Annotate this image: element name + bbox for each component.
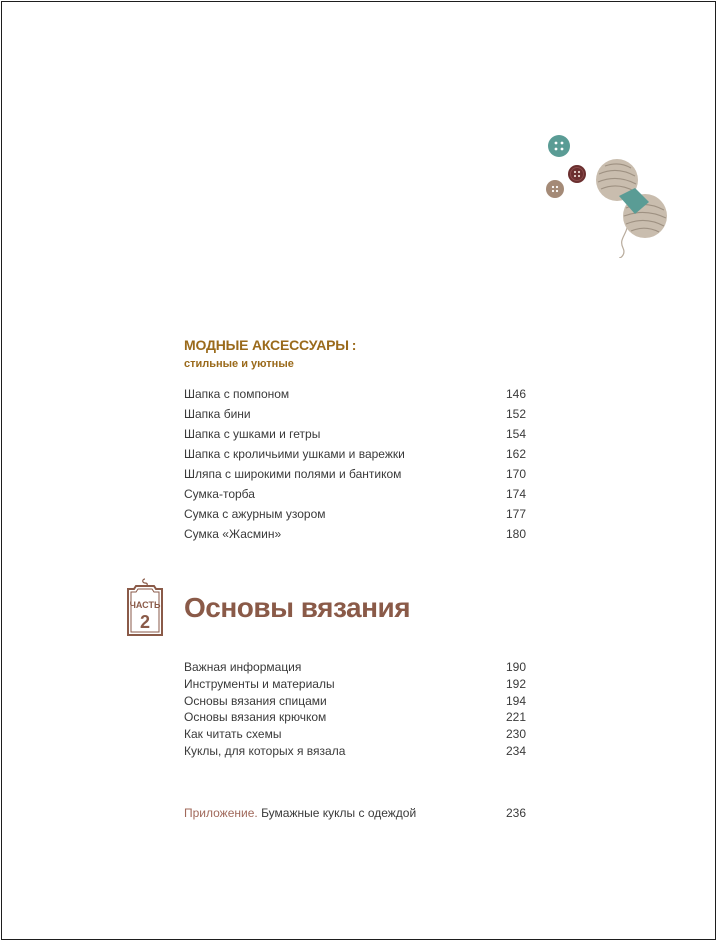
toc-entry-page: 152 bbox=[505, 407, 526, 421]
toc-entry-title: Шапка с помпоном bbox=[184, 387, 290, 401]
appendix-label: Приложение. bbox=[184, 806, 258, 820]
section-title-colon: : bbox=[351, 337, 357, 353]
toc-entry-page: 190 bbox=[505, 660, 526, 674]
section-subtitle: стильные и уютные bbox=[184, 358, 294, 370]
toc-entry-title: Основы вязания спицами bbox=[184, 693, 327, 708]
yarn-and-buttons-illustration bbox=[535, 128, 675, 258]
part-label: ЧАСТЬ bbox=[129, 600, 161, 610]
toc-entry-page: 194 bbox=[505, 693, 526, 708]
toc-entry-title: Шапка с кроличьими ушками и варежки bbox=[184, 447, 405, 461]
yarn-ball-icon bbox=[596, 159, 667, 258]
toc-entry[interactable] bbox=[184, 506, 526, 526]
button-tan-icon bbox=[546, 180, 564, 198]
button-teal-icon bbox=[548, 135, 570, 157]
toc-entry[interactable] bbox=[184, 446, 526, 466]
toc-entry-title: Куклы, для которых я вязала bbox=[184, 743, 346, 758]
toc-entry-title: Основы вязания крючком bbox=[184, 710, 327, 725]
toc-entry[interactable] bbox=[184, 426, 526, 446]
toc-entry-page: 162 bbox=[505, 447, 526, 461]
appendix-entry[interactable] bbox=[184, 806, 526, 820]
toc-entry[interactable] bbox=[184, 694, 526, 711]
part-badge-icon bbox=[122, 577, 168, 637]
toc-entry[interactable] bbox=[184, 466, 526, 486]
part-number: 2 bbox=[139, 612, 151, 632]
toc-entry-title: Шапка с ушками и гетры bbox=[184, 427, 321, 441]
toc-entry-page: 170 bbox=[505, 467, 526, 481]
appendix-title: Бумажные куклы с одеждой bbox=[261, 806, 417, 820]
toc-entry-title: Сумка-торба bbox=[184, 487, 255, 501]
section-title bbox=[184, 337, 356, 353]
part-title: Основы вязания bbox=[184, 592, 411, 623]
toc-entry[interactable] bbox=[184, 486, 526, 506]
toc-entry-page: 221 bbox=[505, 710, 526, 725]
section-title-text: МОДНЫЕ АКСЕССУАРЫ bbox=[184, 337, 349, 353]
toc-entry[interactable] bbox=[184, 677, 526, 694]
toc-entry-page: 180 bbox=[505, 527, 526, 541]
toc-entry-page: 177 bbox=[505, 507, 526, 521]
toc-entry-page: 234 bbox=[505, 743, 526, 758]
toc-entry-page: 154 bbox=[505, 427, 526, 441]
toc-entry-title: Как читать схемы bbox=[184, 727, 282, 742]
toc-entry[interactable] bbox=[184, 660, 526, 677]
toc-entry-page: 230 bbox=[505, 727, 526, 742]
toc-entry-title: Шляпа с широкими полями и бантиком bbox=[184, 467, 402, 481]
toc-entry-title: Инструменты и материалы bbox=[184, 676, 335, 691]
toc-entry-title: Сумка с ажурным узором bbox=[184, 507, 326, 521]
appendix-page: 236 bbox=[505, 806, 526, 820]
toc-entry[interactable] bbox=[184, 526, 526, 546]
toc-entry[interactable] bbox=[184, 727, 526, 744]
toc-basics-list bbox=[184, 660, 526, 761]
toc-entry[interactable] bbox=[184, 744, 526, 761]
toc-entry-title: Важная информация bbox=[184, 660, 302, 674]
button-brown-icon bbox=[568, 165, 586, 183]
toc-entry-page: 146 bbox=[505, 387, 526, 401]
toc-entry[interactable] bbox=[184, 406, 526, 426]
toc-entry[interactable] bbox=[184, 710, 526, 727]
toc-entry-title: Шапка бини bbox=[184, 407, 251, 421]
toc-accessories-list bbox=[184, 386, 526, 546]
toc-entry[interactable] bbox=[184, 386, 526, 406]
toc-entry-page: 174 bbox=[505, 487, 526, 501]
toc-entry-title: Сумка «Жасмин» bbox=[184, 527, 282, 541]
toc-entry-page: 192 bbox=[505, 676, 526, 691]
